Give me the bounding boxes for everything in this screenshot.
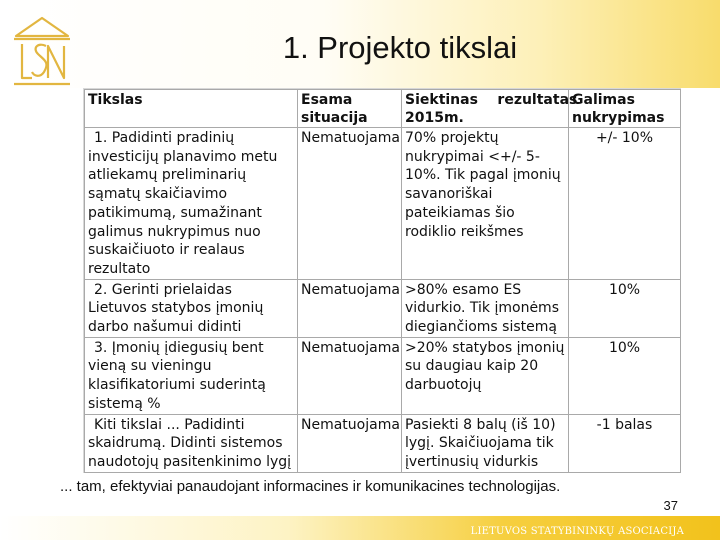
footer-caption: ... tam, efektyviai panaudojant informacines ir komunikacines technologijas.	[60, 478, 561, 495]
goal-cell: 2. Gerinti prielaidas Lietuvos statybos įmonių darbo našumui didinti	[85, 279, 298, 337]
header-target	[402, 90, 578, 128]
deviation-cell: +/- 10%	[569, 128, 681, 280]
slide-title: 1. Projekto tikslai	[282, 30, 518, 65]
header-current-line1: Esama	[301, 92, 353, 108]
header-current-state	[298, 90, 402, 128]
target-cell: >20% statybos įmonių su daugiau kaip 20 darbuotojų	[402, 337, 569, 414]
target-cell: Pasiekti 8 balų (iš 10) lygį. Skaičiuojama tik įvertinusių vidurkis	[402, 414, 569, 472]
deviation-cell: -1 balas	[569, 414, 681, 472]
goals-table	[84, 89, 681, 473]
goal-cell: 1. Padidinti pradinių investicijų planavimo metu atliekamų preliminarių sąmatų skaičiavimo patikimumą, sumažinant galimus nukrypimus nuo suskaičiuoto ir realaus rezultato	[85, 128, 298, 280]
current-cell: Nematuojama	[298, 414, 402, 472]
deviation-cell: 10%	[569, 337, 681, 414]
organization-name: LIETUVOS STATYBININKŲ ASOCIACIJA	[470, 526, 684, 537]
goal-cell: 3. Įmonių įdiegusių bent vieną su vieningu klasifikatoriumi suderintą sistemą %	[85, 337, 298, 414]
current-cell: Nematuojama	[298, 279, 402, 337]
header-target-line1: Siektinas rezultatas	[405, 92, 578, 108]
goals-table-container	[83, 88, 681, 473]
header-deviation	[569, 90, 681, 128]
target-cell: >80% esamo ES vidurkio. Tik įmonėms diegiančioms sistemą	[402, 279, 569, 337]
header-goal: Tikslas	[85, 90, 298, 128]
header-deviation-line2: nukrypimas	[572, 110, 665, 126]
table-row	[85, 414, 681, 472]
current-cell: Nematuojama	[298, 128, 402, 280]
table-header-row	[85, 90, 681, 128]
header-target-line2: 2015m.	[405, 110, 464, 126]
table-row	[85, 128, 681, 280]
association-logo-icon	[8, 12, 76, 90]
deviation-cell: 10%	[569, 279, 681, 337]
page-number: 37	[663, 498, 678, 513]
header-deviation-line1: Galimas	[572, 92, 635, 108]
goal-cell: Kiti tikslai ... Padidinti skaidrumą. Didinti sistemos naudotojų pasitenkinimo lygį	[85, 414, 298, 472]
header-current-line2: situacija	[301, 110, 368, 126]
table-row	[85, 337, 681, 414]
current-cell: Nematuojama	[298, 337, 402, 414]
table-row	[85, 279, 681, 337]
target-cell: 70% projektų nukrypimai <+/- 5-10%. Tik pagal įmonių savanoriškai pateikiamas šio rodiklio reikšmes	[402, 128, 569, 280]
